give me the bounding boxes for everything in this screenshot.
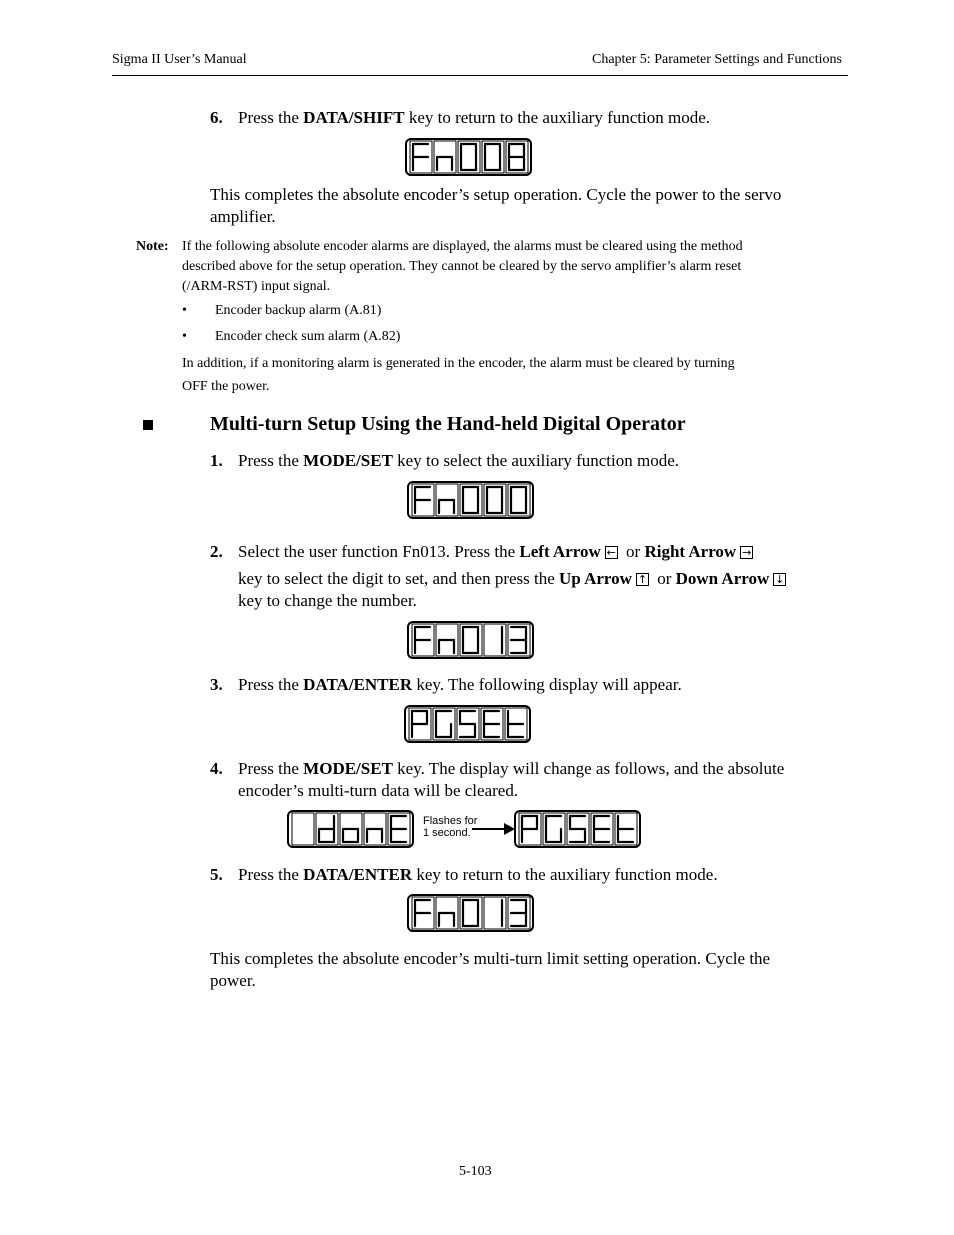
- final-line2: power.: [210, 971, 256, 990]
- bullet-marker: •: [182, 303, 187, 318]
- seven-segment-digits: [289, 812, 412, 846]
- up-arrow-key-icon: ↑: [637, 573, 648, 586]
- step-3-number: 3.: [210, 675, 223, 694]
- down-arrow-key-icon: ↓: [775, 573, 785, 586]
- step-4-number: 4.: [210, 759, 223, 778]
- lcd-display-fn013-return: [407, 894, 534, 932]
- lcd-display-fn008: [405, 138, 532, 176]
- step-2-line2: key to select the digit to set, and then press the Up Arrow ↑ or Down Arrow ↓: [238, 569, 785, 588]
- transition-arrow-icon: [472, 822, 516, 836]
- note-line3: (/ARM-RST) input signal.: [182, 279, 331, 294]
- digit-cell: [292, 813, 314, 845]
- seven-segment-digits: [409, 483, 532, 517]
- step-5-text: Press the DATA/ENTER key to return to the auxiliary function mode.: [238, 865, 718, 884]
- note-extra-line2: OFF the power.: [182, 379, 270, 394]
- note-line1: If the following absolute encoder alarms are displayed, the alarms must be cleared using the method: [182, 239, 743, 254]
- left-arrow-key-icon: ←: [606, 546, 616, 559]
- step-4-line1: Press the MODE/SET key. The display will change as follows, and the absolute: [238, 759, 785, 778]
- right-arrow-key-icon: →: [742, 546, 752, 559]
- step-2-line3: key to change the number.: [238, 591, 417, 610]
- step-4-line2: encoder’s multi-turn data will be cleared.: [238, 781, 519, 800]
- step-2-number: 2.: [210, 542, 223, 561]
- setup-complete-line2: amplifier.: [210, 207, 276, 226]
- lcd-display-pgset: [404, 705, 531, 743]
- header-chapter-title: Chapter 5: Parameter Settings and Functions: [591, 52, 842, 67]
- bullet-marker: •: [182, 329, 187, 344]
- seven-segment-digits: [407, 140, 530, 174]
- seven-segment-digits: [516, 812, 639, 846]
- step-3-text: Press the DATA/ENTER key. The following display will appear.: [238, 675, 682, 694]
- final-line1: This completes the absolute encoder’s multi-turn limit setting operation. Cycle the: [210, 949, 771, 968]
- header-rule: [112, 75, 848, 76]
- lcd-display-pgset-after: [514, 810, 641, 848]
- note-label: Note:: [136, 239, 169, 254]
- setup-complete-line1: This completes the absolute encoder’s setup operation. Cycle the power to the servo: [210, 185, 782, 204]
- note-line2: described above for the setup operation. They cannot be cleared by the servo amplifier’s alarm reset: [182, 259, 742, 274]
- lcd-display-fn013: [407, 621, 534, 659]
- step-5-number: 5.: [210, 865, 223, 884]
- flash-note-line1: Flashes for: [423, 815, 478, 827]
- note-extra-line1: In addition, if a monitoring alarm is generated in the encoder, the alarm must be cleared by turning: [182, 356, 735, 371]
- seven-segment-digits: [409, 623, 532, 657]
- section-title: Multi-turn Setup Using the Hand-held Digital Operator: [210, 413, 686, 435]
- lcd-display-done: [287, 810, 414, 848]
- seven-segment-digits: [406, 707, 529, 741]
- flash-note-line2: 1 second.: [423, 827, 471, 839]
- page-number: 5-103: [459, 1164, 492, 1179]
- bullet-item: Encoder check sum alarm (A.82): [215, 329, 401, 344]
- lcd-display-fn000: [407, 481, 534, 519]
- step-1-text: Press the MODE/SET key to select the auxiliary function mode.: [238, 451, 679, 470]
- step-6-text: Press the DATA/SHIFT key to return to the auxiliary function mode.: [238, 108, 711, 127]
- step-2-line1: Select the user function Fn013. Press the Left Arrow ← or Right Arrow →: [238, 542, 752, 561]
- section-bullet-square: [143, 420, 153, 430]
- bullet-item: Encoder backup alarm (A.81): [215, 303, 382, 318]
- seven-segment-digits: [409, 896, 532, 930]
- step-6-number: 6.: [210, 108, 223, 127]
- header-manual-title: Sigma II User’s Manual: [112, 52, 247, 67]
- step-1-number: 1.: [210, 451, 223, 470]
